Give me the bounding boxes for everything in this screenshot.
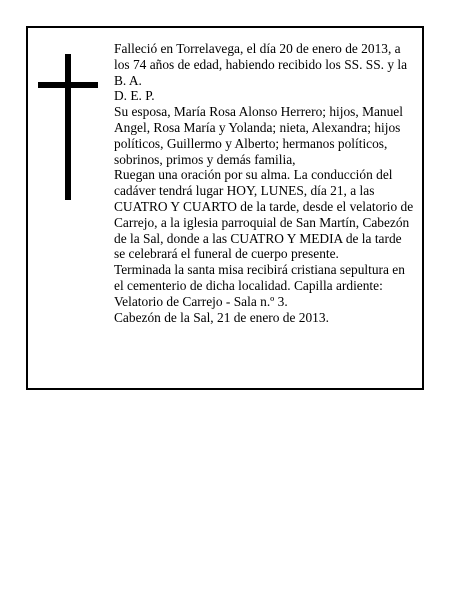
place-and-date: Cabezón de la Sal, 21 de enero de 2013. — [114, 309, 329, 325]
funeral-details: Ruegan una oración por su alma. La conducción del cadáver tendrá lugar HOY, LUNES, día 21, a las CUATRO Y CUARTO de la tarde, desde el velatorio de Carrejo, a la iglesia parroquial de San Martín, Cabezón de la Sal, donde a las CUATRO Y MEDIA de la tarde se celebrará el funeral de cuerpo presente. — [114, 167, 414, 262]
obituary-notice — [26, 26, 424, 390]
cross-vertical-bar — [65, 54, 71, 200]
latin-cross-icon — [38, 54, 98, 200]
cross-horizontal-bar — [38, 82, 98, 88]
family-members: Su esposa, María Rosa Alonso Herrero; hijos, Manuel Angel, Rosa María y Yolanda; nieta, Alexandra; hijos políticos, Guillermo y Alberto; hermanos políticos, sobrinos, primos y demás familia, — [114, 104, 403, 167]
burial-details: Terminada la santa misa recibirá cristiana sepultura en el cementerio de dicha localidad. Capilla ardiente: Velatorio de Carrejo - Sala n.º 3. — [114, 262, 405, 309]
death-announcement: Falleció en Torrelavega, el día 20 de enero de 2013, a los 74 años de edad, habiendo recibido los SS. SS. y la B. A. — [114, 41, 408, 88]
rest-in-peace: D. E. P. — [114, 88, 155, 104]
notice-text — [114, 41, 414, 325]
